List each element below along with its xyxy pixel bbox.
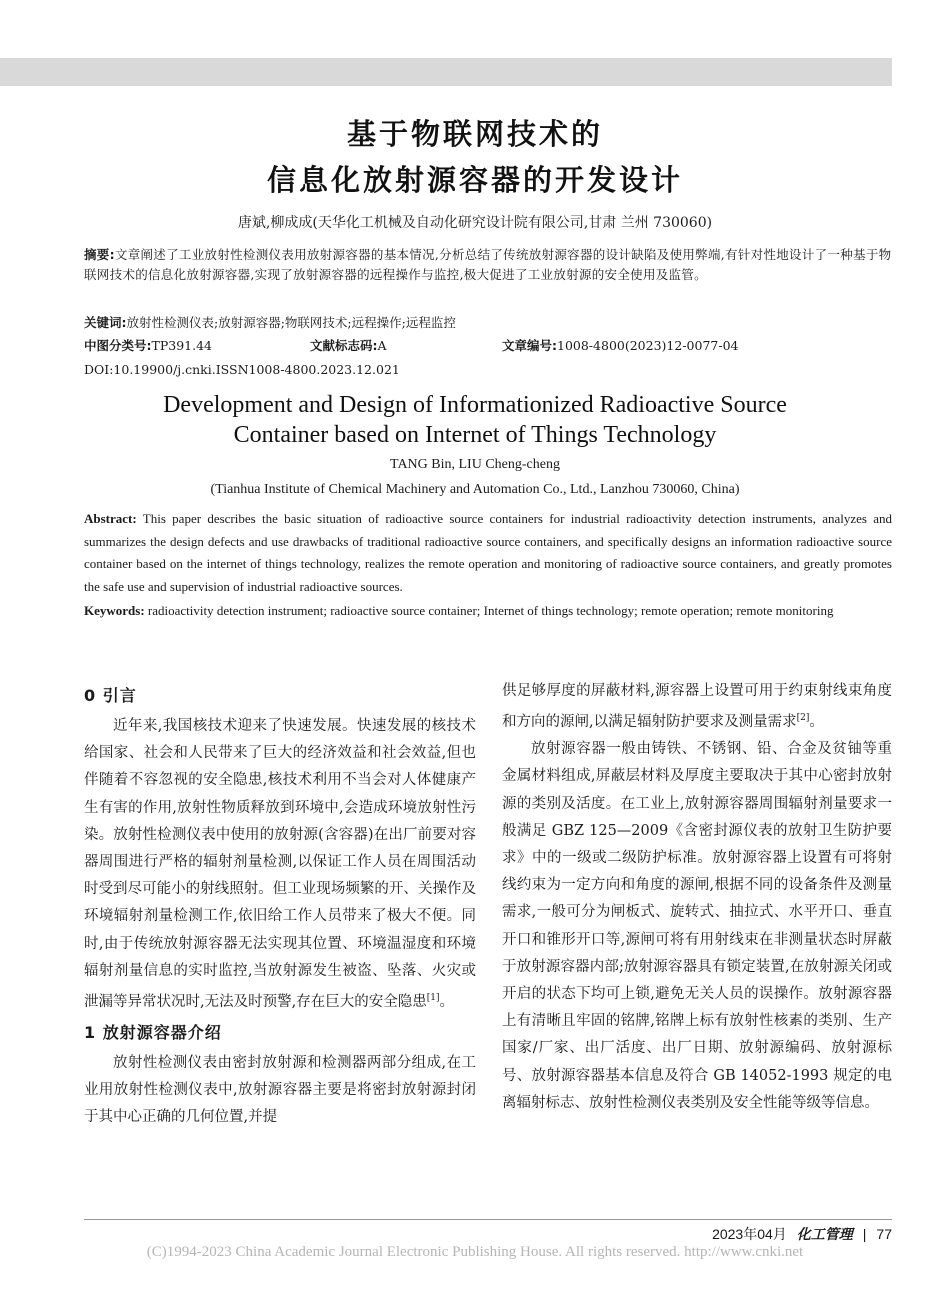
title-en-line1: Development and Design of Informationized Radioactive Source — [163, 392, 787, 418]
footer-separator: | — [862, 1226, 867, 1242]
body-column-right — [502, 678, 892, 1117]
header-bar — [0, 58, 892, 86]
footer-divider — [84, 1219, 892, 1220]
authors-cn: 唐斌,柳成成(天华化工机械及自动化研究设计院有限公司,甘肃 兰州 730060) — [237, 215, 713, 231]
page-number: 77 — [876, 1226, 892, 1242]
abstract-en-text: This paper describes the basic situation of radioactive source containers for industrial radioactivity detection instruments, analyzes and summarizes the design defects and use drawbacks of traditional radioactive source containers, and specifically designs an information radioactive source container based on the internet of things technology, realizes the remote operation and monitoring of radioactive source containers, and greatly promotes the safe use and supervision of industrial radioactive sources. — [84, 511, 893, 594]
title-cn-line2: 信息化放射源容器的开发设计 — [266, 163, 683, 197]
section-1-paragraph-1-continued: 供足够厚度的屏蔽材料,源容器上设置可用于约束射线束角度和方向的源闸,以满足辐射防护要求及测量需求[2]。 — [502, 683, 892, 731]
copyright-watermark: (C)1994-2023 China Academic Journal Electronic Publishing House. All rights reserved. http://www.cnki.net — [146, 1244, 804, 1260]
section-1-paragraph-1: 放射性检测仪表由密封放射源和检测器两部分组成,在工业用放射性检测仪表中,放射源容器主要是将密封放射源封闭于其中心正确的几何位置,并提 — [84, 1055, 476, 1126]
keywords-cn-text: 放射性检测仪表;放射源容器;物联网技术;远程操作;远程监控 — [126, 315, 456, 330]
keywords-en-text: radioactivity detection instrument; radioactive source container; Internet of things technology; remote operation; remote monitoring — [147, 603, 834, 618]
authors-en: TANG Bin, LIU Cheng-cheng — [390, 457, 560, 472]
section-0-paragraph: 近年来,我国核技术迎来了快速发展。快速发展的核技术给国家、社会和人民带来了巨大的经济效益和社会效益,但也伴随着不容忽视的安全隐患,核技术利用不当会对人体健康产生有害的作用,放射性物质释放到环境中,会造成环境放射性污染。放射性检测仪表中使用的放射源(含容器)在出厂前要对容器周围进行严格的辐射剂量检测,以保证工作人员在周围活动时受到尽可能小的射线照射。但工业现场频繁的开、关操作及环境辐射剂量检测工作,依旧给工作人员带来了极大不便。同时,由于传统放射源容器无法实现其位置、环境温湿度和环境辐射剂量信息的实时监控,当放射源发生被盗、坠落、火灾或泄漏等异常状况时,无法及时预警,存在巨大的安全隐患[1]。 — [84, 718, 476, 1010]
title-en-line2: Container based on Internet of Things Technology — [233, 422, 717, 448]
doi: DOI:10.19900/j.cnki.ISSN1008-4800.2023.12.021 — [84, 362, 400, 377]
title-cn-line1: 基于物联网技术的 — [346, 117, 603, 151]
keywords-cn-label: 关键词: — [84, 315, 127, 330]
abstract-cn-label: 摘要: — [84, 247, 115, 262]
clc-code: 中图分类号:TP391.44 — [84, 338, 212, 353]
abstract-en-label: Abstract: — [84, 511, 137, 526]
keywords-en — [84, 600, 892, 623]
keywords-cn — [84, 313, 892, 333]
article-number: 文章编号:1008-4800(2023)12-0077-04 — [502, 338, 739, 353]
affiliation-en: (Tianhua Institute of Chemical Machinery and Automation Co., Ltd., Lanzhou 730060, China) — [210, 482, 740, 497]
abstract-cn-text: 文章阐述了工业放射性检测仪表用放射源容器的基本情况,分析总结了传统放射源容器的设计缺陷及使用弊端,有针对性地设计了一种基于物联网技术的信息化放射源容器,实现了放射源容器的远程操作与监控,极大促进了工业放射源的安全使用及监管。 — [84, 247, 892, 282]
section-1-paragraph-2: 放射源容器一般由铸铁、不锈钢、铅、合金及贫铀等重金属材料组成,屏蔽层材料及厚度主要取决于其中心密封放射源的类别及活度。在工业上,放射源容器周围辐射剂量要求一般满足 GBZ 125—2009《含密封源仪表的放射卫生防护要求》中的一级或二级防护标准。放射源容器上设置有可将射线约束为一定方向和角度的源闸,根据不同的设备条件及测量需求,一般可分为闸板式、旋转式、抽拉式、水平开口、垂直开口和锥形开口等,源闸可将有用射线束在非测量状态时屏蔽于放射源容器内部;放射源容器具有锁定装置,在放射源关闭或开启的状态下均可上锁,避免无关人员的误操作。放射源容器上有清晰且牢固的铭牌,铭牌上标有放射性核素的类别、生产国家/厂家、出厂活度、出厂日期、放射源编码、放射源标号、放射源容器基本信息及符合 GB 14052-1993 规定的电离辐射标志、放射性检测仪表类别及安全性能等级等信息。 — [502, 741, 892, 1111]
journal-logo: 化工管理 — [796, 1227, 853, 1243]
section-0-heading: 0 引言 — [84, 686, 137, 705]
page-footer — [712, 1224, 892, 1244]
issue-date: 2023年04月 — [712, 1226, 787, 1242]
body-column-left — [84, 683, 476, 1132]
abstract-en — [84, 508, 892, 598]
reference-1[interactable]: [1] — [426, 993, 440, 1004]
section-1-heading: 1 放射源容器介绍 — [84, 1023, 222, 1043]
doc-code: 文献标志码:A — [310, 338, 387, 353]
abstract-cn — [84, 245, 892, 285]
reference-2[interactable]: [2] — [796, 713, 810, 724]
keywords-en-label: Keywords: — [84, 603, 145, 618]
